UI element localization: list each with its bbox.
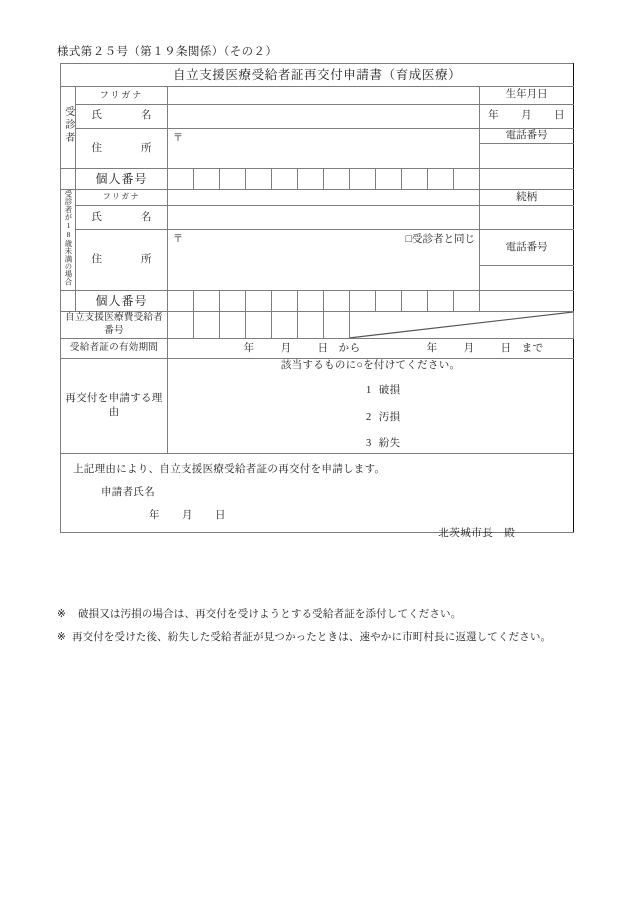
patient-name-input[interactable] bbox=[168, 105, 480, 129]
patient-mynumber-cell[interactable] bbox=[350, 169, 376, 190]
validity-from: から bbox=[338, 342, 361, 354]
patient-mynumber-cell[interactable] bbox=[376, 169, 402, 190]
recipient-number-cell[interactable] bbox=[168, 312, 194, 339]
application-form-table bbox=[60, 63, 574, 539]
guardian-mynumber-cell[interactable] bbox=[324, 291, 350, 312]
patient-address-label: 住 所 bbox=[76, 129, 168, 169]
guardian-kana-label: フリガナ bbox=[76, 190, 168, 206]
guardian-mynumber-label: 個人番号 bbox=[76, 291, 168, 312]
reason-option-2-text: 汚損 bbox=[378, 411, 401, 423]
patient-birthdate-day: 日 bbox=[554, 110, 566, 122]
guardian-mynumber-cell[interactable] bbox=[454, 291, 480, 312]
reason-option-1-number: 1 bbox=[366, 385, 372, 397]
guardian-relationship-label: 続柄 bbox=[480, 190, 574, 206]
patient-birthdate-label: 生年月日 bbox=[480, 87, 574, 105]
reason-instruction: 該当するものに○を付けてください。 bbox=[280, 360, 461, 372]
declaration-statement: 上記理由により、自立支援医療受給者証の再交付を申請します。 bbox=[73, 463, 386, 475]
guardian-name-label: 氏 名 bbox=[76, 206, 168, 230]
patient-mynumber-cell[interactable] bbox=[246, 169, 272, 190]
reason-option-2-number: 2 bbox=[366, 411, 372, 423]
footnote-2-mark: ※ bbox=[57, 631, 66, 643]
reason-option-1-text: 破損 bbox=[378, 385, 401, 397]
declaration-date-day: 日 bbox=[215, 509, 226, 521]
validity-start-year: 年 bbox=[243, 342, 255, 354]
guardian-section-vertical-label: 受診者が18歳未満の場合 bbox=[61, 190, 76, 291]
patient-birthdate-month: 月 bbox=[521, 110, 533, 122]
patient-birthdate-year: 年 bbox=[488, 110, 500, 122]
footnote-1-text: 破損又は汚損の場合は、再交付を受けようとする受給者証を添付してください。 bbox=[77, 609, 462, 620]
validity-end-day: 日 bbox=[500, 342, 512, 354]
postal-mark-icon: 〒 bbox=[173, 234, 183, 246]
guardian-mynumber-cell[interactable] bbox=[298, 291, 324, 312]
validity-period-input[interactable] bbox=[168, 339, 574, 359]
reason-option-3-text: 紛失 bbox=[378, 437, 401, 449]
footnotes bbox=[57, 610, 587, 655]
validity-start-month: 月 bbox=[280, 342, 292, 354]
validity-period-label: 受給者証の有効期間 bbox=[61, 339, 168, 359]
patient-mynumber-cell[interactable] bbox=[324, 169, 350, 190]
patient-birthdate-input[interactable] bbox=[480, 105, 574, 129]
guardian-mynumber-cell[interactable] bbox=[376, 291, 402, 312]
reason-option-3-number: 3 bbox=[366, 437, 372, 449]
patient-section-vertical-label: 受診者 bbox=[61, 87, 76, 169]
recipient-number-cell[interactable] bbox=[246, 312, 272, 339]
patient-mynumber-cell[interactable] bbox=[220, 169, 246, 190]
patient-mynumber-tail bbox=[480, 169, 574, 190]
guardian-address-label: 住 所 bbox=[76, 230, 168, 291]
footnote-1-mark: ※ bbox=[57, 609, 66, 620]
declaration-block bbox=[61, 453, 574, 539]
validity-until: まで bbox=[521, 342, 544, 354]
footnote-1 bbox=[57, 610, 587, 621]
patient-address-input[interactable] bbox=[168, 129, 480, 169]
patient-kana-input[interactable] bbox=[168, 87, 480, 105]
patient-phone-input[interactable] bbox=[480, 144, 574, 169]
guardian-mynumber-cell[interactable] bbox=[402, 291, 428, 312]
footnote-2-text: 再交付を受けた後、紛失した受給者証が見つかったときは、速やかに市町村長に返還してください。 bbox=[71, 631, 552, 643]
guardian-kana-input[interactable] bbox=[168, 190, 480, 206]
patient-mynumber-cell[interactable] bbox=[402, 169, 428, 190]
patient-mynumber-cell[interactable] bbox=[194, 169, 220, 190]
declaration-addressee: 北茨城市長 殿 bbox=[438, 527, 516, 539]
validity-end-year: 年 bbox=[426, 342, 438, 354]
recipient-number-cell[interactable] bbox=[194, 312, 220, 339]
footnote-2 bbox=[57, 633, 587, 644]
guardian-mynumber-cell[interactable] bbox=[350, 291, 376, 312]
reason-option-2[interactable] bbox=[186, 411, 573, 425]
validity-start-day: 日 bbox=[317, 342, 329, 354]
patient-mynumber-cell[interactable] bbox=[272, 169, 298, 190]
patient-name-label: 氏 名 bbox=[76, 105, 168, 129]
recipient-number-strikethrough bbox=[350, 312, 574, 339]
recipient-number-cell[interactable] bbox=[298, 312, 324, 339]
recipient-number-cell[interactable] bbox=[272, 312, 298, 339]
declaration-date-month: 月 bbox=[182, 509, 193, 521]
guardian-phone-label: 電話番号 bbox=[480, 230, 574, 266]
reason-section-label: 再交付を申請する理由 bbox=[61, 359, 168, 454]
recipient-number-cell[interactable] bbox=[220, 312, 246, 339]
form-number: 様式第２５号（第１９条関係）（その２） bbox=[57, 46, 278, 58]
guardian-name-input[interactable] bbox=[168, 206, 480, 230]
validity-end-month: 月 bbox=[463, 342, 475, 354]
recipient-number-label: 自立支援医療費受給者番号 bbox=[61, 312, 168, 339]
declaration-date-year: 年 bbox=[149, 509, 160, 521]
guardian-phone-input[interactable] bbox=[480, 266, 574, 291]
patient-mynumber-cell[interactable] bbox=[454, 169, 480, 190]
guardian-mynumber-cell[interactable] bbox=[272, 291, 298, 312]
form-title: 自立支援医療受給者証再交付申請書（育成医療） bbox=[61, 64, 574, 87]
reason-section-body bbox=[168, 359, 574, 454]
guardian-mynumber-tail bbox=[480, 291, 574, 312]
same-as-patient-checkbox[interactable]: □受診者と同じ bbox=[405, 234, 475, 246]
patient-mynumber-cell[interactable] bbox=[428, 169, 454, 190]
guardian-mynumber-cell[interactable] bbox=[220, 291, 246, 312]
reason-option-3[interactable] bbox=[186, 437, 573, 451]
declaration-date[interactable] bbox=[149, 509, 226, 523]
guardian-address-input[interactable] bbox=[168, 230, 480, 291]
patient-phone-label: 電話番号 bbox=[480, 129, 574, 144]
patient-kana-label: フリガナ bbox=[76, 87, 168, 105]
guardian-relationship-input[interactable] bbox=[480, 206, 574, 230]
postal-mark-icon: 〒 bbox=[173, 133, 183, 144]
guardian-mynumber-cell[interactable] bbox=[168, 291, 194, 312]
recipient-number-cell[interactable] bbox=[324, 312, 350, 339]
patient-mynumber-cell[interactable] bbox=[298, 169, 324, 190]
applicant-name-label[interactable]: 申請者氏名 bbox=[101, 486, 155, 498]
reason-option-1[interactable] bbox=[186, 384, 573, 398]
guardian-mynumber-cell[interactable] bbox=[428, 291, 454, 312]
patient-mynumber-label: 個人番号 bbox=[76, 169, 168, 190]
guardian-mynumber-cell[interactable] bbox=[194, 291, 220, 312]
guardian-mynumber-cell[interactable] bbox=[246, 291, 272, 312]
patient-mynumber-cell[interactable] bbox=[168, 169, 194, 190]
